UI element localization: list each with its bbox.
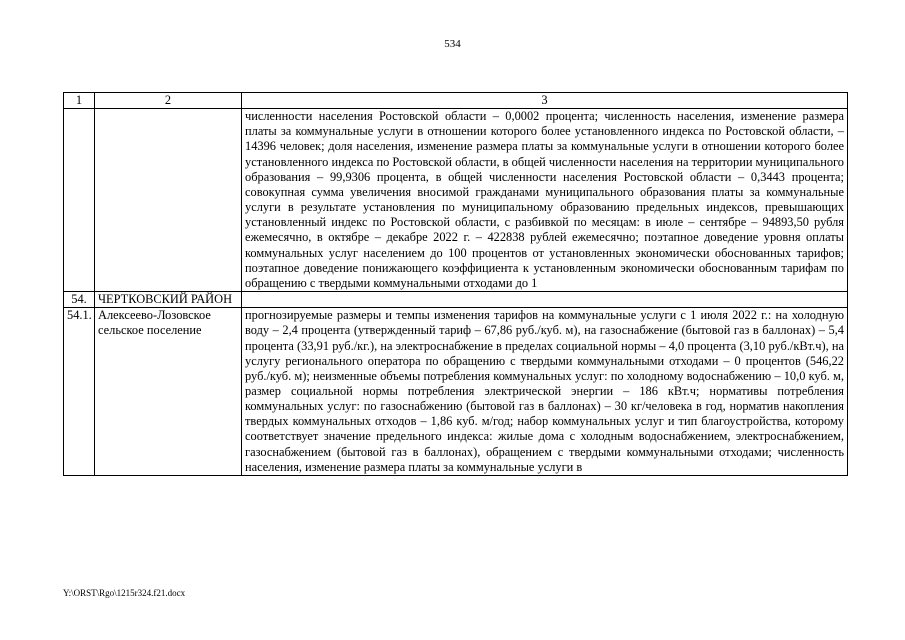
table-row — [64, 308, 848, 476]
column-header-name: 2 — [95, 93, 242, 109]
column-header-description: 3 — [242, 93, 848, 109]
document-file-path: Y:\ORST\Rgo\1215r324.f21.docx — [63, 588, 186, 598]
tariff-table — [63, 92, 848, 476]
table-row-district — [64, 292, 848, 308]
column-header-number: 1 — [64, 93, 95, 109]
row-description — [242, 292, 848, 308]
page-number: 534 — [444, 38, 461, 50]
settlement-name: Алексеево-Лозовское сельское поселение — [95, 308, 242, 476]
row-number: 54. — [64, 292, 95, 308]
district-name — [95, 292, 242, 308]
table-header-row — [64, 93, 848, 109]
row-number: 54.1. — [64, 308, 95, 476]
row-description — [242, 308, 848, 476]
row-description-text: численности населения Ростовской области – 0,0002 процента; численность населения, изменение размера платы за коммунальные услуги в отношении которого более установленного индекса по Ростовской области, – 14396 человек; доля населения, изменение размера платы за коммунальные услуги в отношении которого более установленного индекса по Ростовской области, в общей численности населения на территории муниципального образования – 99,9306 процента, в общей численности населения Ростовской области – 0,3443 процента; совокупная сумма увеличения вносимой гражданами муниципального образования платы за коммунальные услуги в результате установления по муниципальному образованию предельных индексов, превышающих установленный индекс по Ростовской области, с разбивкой по месяцам: в июле – сентябре – 94893,50 рубля ежемесячно, в октябре – декабре 2022 г. – 422838 рублей ежемесячно; поэтапное доведение уровня оплаты коммунальных услуг населением до 100 процентов от установленных экономически обоснованных тарифов; поэтапное доведение понижающего коэффициента к установленным экономически обоснованным тарифам по обращению с твердыми коммунальными отходами до 1 — [245, 109, 844, 290]
row-number — [64, 109, 95, 292]
district-name-text: ЧЕРТКОВСКИЙ РАЙОН — [98, 292, 233, 307]
row-description — [242, 109, 848, 292]
table-row — [64, 109, 848, 292]
row-description-text: прогнозируемые размеры и темпы изменения тарифов на коммунальные услуги с 1 июля 2022 г.: на холодную воду – 2,4 процента (утвержденный тариф – 67,86 руб./куб. м), на газоснабжение (бытовой газ в баллонах) – 5,4 процента (33,91 руб./кг.), на электроснабжение в пределах социальной нормы – 4,0 процента (3,10 руб./кВт.ч), на услугу регионального оператора по обращению с твердыми коммунальными отходами – 0 процентов (546,22 руб./куб. м); неизменные объемы потребления коммунальных услуг: по холодному водоснабжению – 10,0 куб. м, размер социальной нормы потребления электрической энергии – 186 кВт.ч; нормативы потребления коммунальных услуг: по газоснабжению (бытовой газ в баллонах) – 30 кг/человека в год, норматив накопления твердых коммунальных отходов – 1,86 куб. м/год; набор коммунальных услуг и тип благоустройства, которому соответствует значение предельного индекса: жилые дома с холодным водоснабжением, электроснабжением, газоснабжением (бытовой газ в баллонах), обращением с твердыми коммунальными отходами; численность населения, изменение размера платы за коммунальные услуги в — [245, 308, 844, 474]
row-name — [95, 109, 242, 292]
